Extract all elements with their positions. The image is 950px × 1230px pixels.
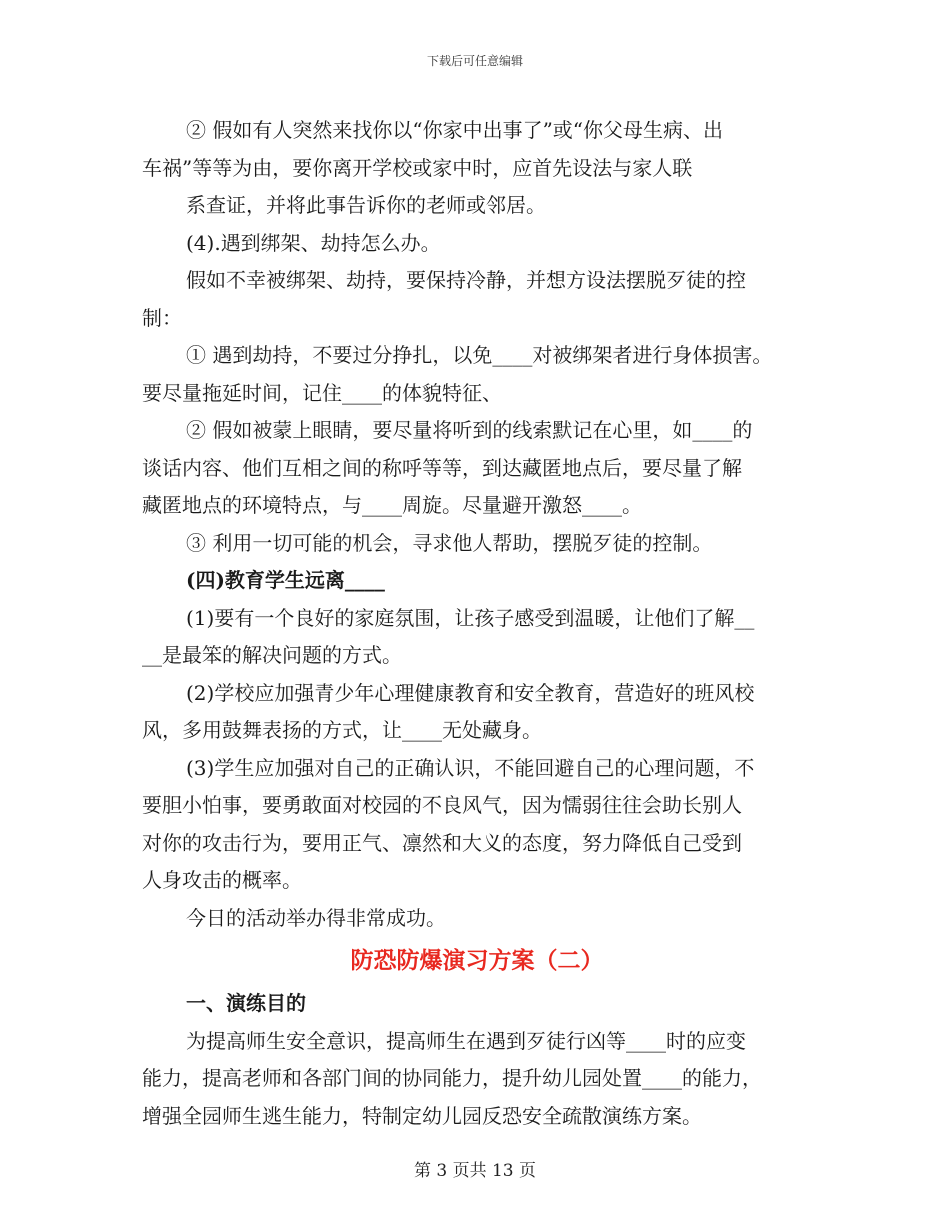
page-header-note: 下载后可任意编辑 — [426, 54, 523, 68]
text-line: (3)学生应加强对自己的正确认识，不能回避自己的心理问题，不 — [186, 755, 755, 780]
text-line: ③ 利用一切可能的机会，寻求他人帮助，摆脱歹徒的控制。 — [186, 530, 713, 555]
text-line: 对你的攻击行为，要用正气、凛然和大义的态度，努力降低自己受到 — [142, 830, 742, 855]
text-line: 藏匿地点的环境特点，与____周旋。尽量避开激怒____。 — [142, 493, 642, 517]
text-line: 增强全园师生逃生能力，特制定幼儿园反恐安全疏散演练方案。 — [142, 1103, 702, 1128]
text-line: 能力，提高老师和各部门间的协同能力，提升幼儿园处置____的能力， — [142, 1066, 762, 1090]
text-line: 一、演练目的 — [186, 991, 306, 1015]
text-line: 风，多用鼓舞表扬的方式，让____无处藏身。 — [142, 718, 542, 742]
text-line: 车祸”等等为由，要你离开学校或家中时，应首先设法与家人联 — [142, 155, 693, 180]
text-line: (1)要有一个良好的家庭氛围，让孩子感受到温暖，让他们了解__ — [186, 605, 755, 630]
text-line: ② 假如有人突然来找你以“你家中出事了”或“你父母生病、出 — [186, 118, 724, 142]
text-line: 要胆小怕事，要勇敢面对校园的不良风气，因为懦弱往往会助长别人 — [142, 793, 742, 817]
text-line: 系查证，并将此事告诉你的老师或邻居。 — [186, 193, 546, 217]
text-line: (四)教育学生远离____ — [186, 568, 385, 592]
paragraph-block-1 — [142, 112, 812, 937]
page-footer-number: 第 3 页共 13 页 — [413, 1161, 537, 1181]
text-line: (2)学校应加强青少年心理健康教育和安全教育，营造好的班风校 — [186, 680, 755, 705]
text-line: 要尽量拖延时间，记住____的体貌特征、 — [142, 380, 502, 405]
text-line: 假如不幸被绑架、劫持，要保持冷静，并想方设法摆脱歹徒的控 — [186, 268, 746, 292]
text-line: 今日的活动举办得非常成功。 — [186, 905, 446, 930]
document-body — [142, 112, 812, 1135]
text-line: 制： — [142, 305, 182, 330]
text-line: __是最笨的解决问题的方式。 — [142, 643, 402, 667]
section-title: 防恐防爆演习方案（二） — [350, 947, 604, 974]
paragraph-block-2 — [142, 985, 812, 1135]
text-line: ① 遇到劫持，不要过分挣扎，以免____对被绑架者进行身体损害。 — [186, 343, 773, 367]
text-line: 为提高师生安全意识，提高师生在遇到歹徒行凶等____时的应变 — [186, 1028, 746, 1053]
text-line: 人身攻击的概率。 — [142, 868, 302, 892]
text-line: 谈话内容、他们互相之间的称呼等等，到达藏匿地点后，要尽量了解 — [142, 455, 742, 480]
text-line: ② 假如被蒙上眼睛，要尽量将听到的线索默记在心里，如____的 — [186, 418, 753, 442]
text-line: (4).遇到绑架、劫持怎么办。 — [186, 230, 441, 255]
